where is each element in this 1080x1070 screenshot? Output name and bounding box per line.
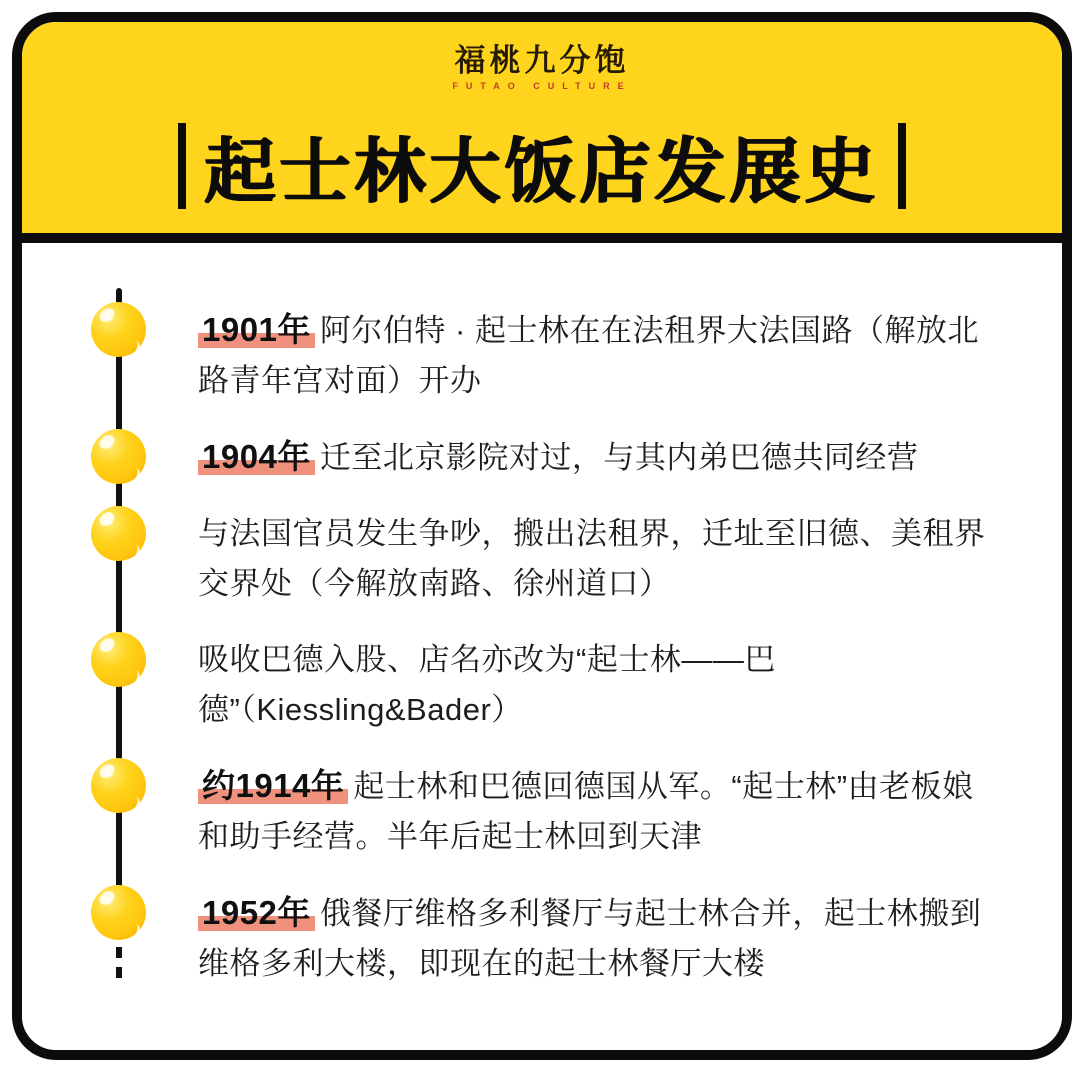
entry-year: 1904年	[198, 438, 315, 475]
timeline-entry	[198, 432, 1003, 483]
entry-text: 吸收巴德入股、店名亦改为“起士林——巴德”（Kiessling&Bader）	[198, 642, 776, 727]
timeline-dot-icon	[91, 302, 146, 357]
timeline-dot-icon	[91, 429, 146, 484]
entry-year: 1952年	[198, 894, 315, 931]
brand-logo-text: 福桃九分饱	[454, 43, 630, 78]
entry-text: 俄餐厅维格多利餐厅与起士林合并，起士林搬到维格多利大楼，即现在的起士林餐厅大楼	[198, 896, 982, 981]
title-right-bar	[898, 123, 906, 209]
page-title: 起士林大饭店发展史	[204, 133, 880, 212]
timeline-dot-icon	[91, 506, 146, 561]
timeline-entry	[198, 761, 1003, 862]
timeline-entry	[198, 305, 1003, 406]
timeline-entry	[198, 888, 1003, 989]
entry-text: 与法国官员发生争吵，搬出法租界，迁址至旧德、美租界交界处（今解放南路、徐州道口）	[198, 516, 986, 601]
entry-year: 约1914年	[198, 767, 348, 804]
timeline-entry	[198, 509, 1003, 609]
entry-year: 1901年	[198, 311, 315, 348]
timeline-dot-icon	[91, 758, 146, 813]
entry-text: 迁至北京影院对过，与其内弟巴德共同经营	[319, 440, 919, 475]
entry-text: 起士林和巴德回德国从军。“起士林”由老板娘和助手经营。半年后起士林回到天津	[198, 769, 974, 854]
header	[22, 22, 1062, 243]
timeline-entry	[198, 635, 1003, 735]
brand-logo	[22, 22, 1062, 91]
title-row	[22, 115, 1062, 217]
timeline-body	[22, 243, 1062, 1050]
infographic-card	[12, 12, 1072, 1060]
title-left-bar	[178, 123, 186, 209]
timeline-dot-icon	[91, 632, 146, 687]
timeline-dot-icon	[91, 885, 146, 940]
entry-text: 阿尔伯特 · 起士林在在法租界大法国路（解放北路青年宫对面）开办	[198, 313, 979, 398]
brand-logo-subtitle: FUTAO CULTURE	[452, 81, 632, 91]
